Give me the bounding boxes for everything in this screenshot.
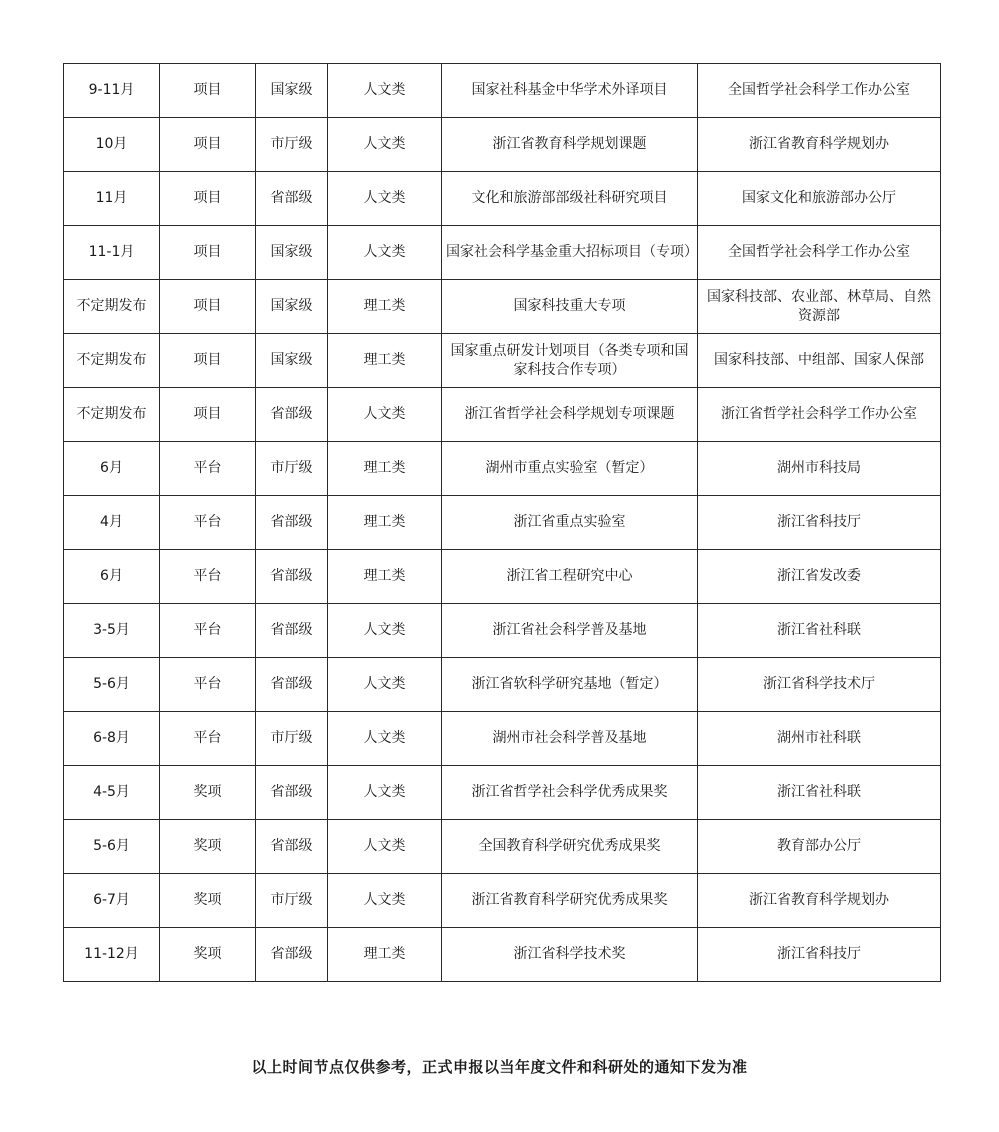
footnote: 以上时间节点仅供参考，正式申报以当年度文件和科研处的通知下发为准 (251, 1058, 748, 1076)
time-cell: 6-8月 (64, 712, 160, 766)
category-cell: 平台 (160, 712, 256, 766)
level-cell: 省部级 (256, 766, 328, 820)
table-row (64, 604, 941, 658)
department-cell: 国家科技部、中组部、国家人保部 (698, 334, 941, 388)
project-name-cell: 浙江省科学技术奖 (442, 928, 698, 982)
time-cell: 9-11月 (64, 64, 160, 118)
category-cell: 奖项 (160, 928, 256, 982)
category-cell: 平台 (160, 442, 256, 496)
project-name-cell: 国家社会科学基金重大招标项目（专项） (442, 226, 698, 280)
category-cell: 平台 (160, 496, 256, 550)
table-row (64, 766, 941, 820)
project-name-cell: 浙江省软科学研究基地（暂定） (442, 658, 698, 712)
discipline-cell: 人文类 (328, 874, 442, 928)
time-cell: 10月 (64, 118, 160, 172)
table-row (64, 118, 941, 172)
time-cell: 11-12月 (64, 928, 160, 982)
table-row (64, 658, 941, 712)
time-cell: 11月 (64, 172, 160, 226)
category-cell: 项目 (160, 334, 256, 388)
time-cell: 4月 (64, 496, 160, 550)
department-cell: 浙江省科学技术厅 (698, 658, 941, 712)
discipline-cell: 人文类 (328, 766, 442, 820)
department-cell: 浙江省发改委 (698, 550, 941, 604)
level-cell: 省部级 (256, 658, 328, 712)
time-cell: 6-7月 (64, 874, 160, 928)
department-cell: 浙江省哲学社会科学工作办公室 (698, 388, 941, 442)
discipline-cell: 人文类 (328, 712, 442, 766)
category-cell: 奖项 (160, 766, 256, 820)
category-cell: 项目 (160, 172, 256, 226)
level-cell: 国家级 (256, 334, 328, 388)
level-cell: 省部级 (256, 928, 328, 982)
level-cell: 省部级 (256, 388, 328, 442)
project-name-cell: 全国教育科学研究优秀成果奖 (442, 820, 698, 874)
project-name-cell: 浙江省社会科学普及基地 (442, 604, 698, 658)
discipline-cell: 理工类 (328, 928, 442, 982)
discipline-cell: 理工类 (328, 550, 442, 604)
discipline-cell: 人文类 (328, 226, 442, 280)
department-cell: 浙江省社科联 (698, 604, 941, 658)
level-cell: 省部级 (256, 496, 328, 550)
table-row (64, 334, 941, 388)
time-cell: 6月 (64, 550, 160, 604)
department-cell: 全国哲学社会科学工作办公室 (698, 64, 941, 118)
table-row (64, 874, 941, 928)
discipline-cell: 理工类 (328, 442, 442, 496)
discipline-cell: 人文类 (328, 64, 442, 118)
project-name-cell: 浙江省哲学社会科学优秀成果奖 (442, 766, 698, 820)
discipline-cell: 人文类 (328, 658, 442, 712)
department-cell: 浙江省科技厅 (698, 928, 941, 982)
discipline-cell: 人文类 (328, 118, 442, 172)
discipline-cell: 人文类 (328, 820, 442, 874)
time-cell: 3-5月 (64, 604, 160, 658)
table-row (64, 442, 941, 496)
level-cell: 省部级 (256, 604, 328, 658)
project-name-cell: 浙江省工程研究中心 (442, 550, 698, 604)
time-cell: 不定期发布 (64, 334, 160, 388)
table-row (64, 388, 941, 442)
category-cell: 平台 (160, 658, 256, 712)
level-cell: 国家级 (256, 280, 328, 334)
level-cell: 省部级 (256, 820, 328, 874)
table-row (64, 712, 941, 766)
project-name-cell: 国家科技重大专项 (442, 280, 698, 334)
time-cell: 5-6月 (64, 658, 160, 712)
time-cell: 不定期发布 (64, 280, 160, 334)
schedule-table (63, 63, 941, 982)
discipline-cell: 人文类 (328, 388, 442, 442)
project-name-cell: 浙江省教育科学规划课题 (442, 118, 698, 172)
time-cell: 11-1月 (64, 226, 160, 280)
department-cell: 国家文化和旅游部办公厅 (698, 172, 941, 226)
department-cell: 教育部办公厅 (698, 820, 941, 874)
department-cell: 浙江省社科联 (698, 766, 941, 820)
discipline-cell: 理工类 (328, 280, 442, 334)
department-cell: 浙江省教育科学规划办 (698, 118, 941, 172)
department-cell: 浙江省教育科学规划办 (698, 874, 941, 928)
project-name-cell: 浙江省重点实验室 (442, 496, 698, 550)
level-cell: 市厅级 (256, 442, 328, 496)
level-cell: 市厅级 (256, 118, 328, 172)
category-cell: 项目 (160, 64, 256, 118)
level-cell: 省部级 (256, 550, 328, 604)
project-name-cell: 国家社科基金中华学术外译项目 (442, 64, 698, 118)
discipline-cell: 理工类 (328, 496, 442, 550)
table-row (64, 496, 941, 550)
category-cell: 奖项 (160, 874, 256, 928)
level-cell: 国家级 (256, 226, 328, 280)
category-cell: 项目 (160, 118, 256, 172)
project-name-cell: 文化和旅游部部级社科研究项目 (442, 172, 698, 226)
table-body (64, 64, 941, 982)
level-cell: 市厅级 (256, 712, 328, 766)
category-cell: 项目 (160, 226, 256, 280)
table-row (64, 64, 941, 118)
level-cell: 国家级 (256, 64, 328, 118)
table-row (64, 226, 941, 280)
table-row (64, 820, 941, 874)
project-name-cell: 浙江省教育科学研究优秀成果奖 (442, 874, 698, 928)
table-row (64, 172, 941, 226)
project-name-cell: 国家重点研发计划项目（各类专项和国家科技合作专项） (442, 334, 698, 388)
department-cell: 全国哲学社会科学工作办公室 (698, 226, 941, 280)
level-cell: 省部级 (256, 172, 328, 226)
category-cell: 平台 (160, 550, 256, 604)
time-cell: 4-5月 (64, 766, 160, 820)
department-cell: 浙江省科技厅 (698, 496, 941, 550)
table-row (64, 280, 941, 334)
project-name-cell: 浙江省哲学社会科学规划专项课题 (442, 388, 698, 442)
category-cell: 奖项 (160, 820, 256, 874)
discipline-cell: 人文类 (328, 604, 442, 658)
time-cell: 不定期发布 (64, 388, 160, 442)
table-row (64, 550, 941, 604)
department-cell: 湖州市科技局 (698, 442, 941, 496)
project-name-cell: 湖州市社会科学普及基地 (442, 712, 698, 766)
department-cell: 国家科技部、农业部、林草局、自然资源部 (698, 280, 941, 334)
department-cell: 湖州市社科联 (698, 712, 941, 766)
time-cell: 6月 (64, 442, 160, 496)
discipline-cell: 理工类 (328, 334, 442, 388)
project-name-cell: 湖州市重点实验室（暂定） (442, 442, 698, 496)
level-cell: 市厅级 (256, 874, 328, 928)
table-row (64, 928, 941, 982)
time-cell: 5-6月 (64, 820, 160, 874)
category-cell: 项目 (160, 388, 256, 442)
category-cell: 平台 (160, 604, 256, 658)
discipline-cell: 人文类 (328, 172, 442, 226)
category-cell: 项目 (160, 280, 256, 334)
